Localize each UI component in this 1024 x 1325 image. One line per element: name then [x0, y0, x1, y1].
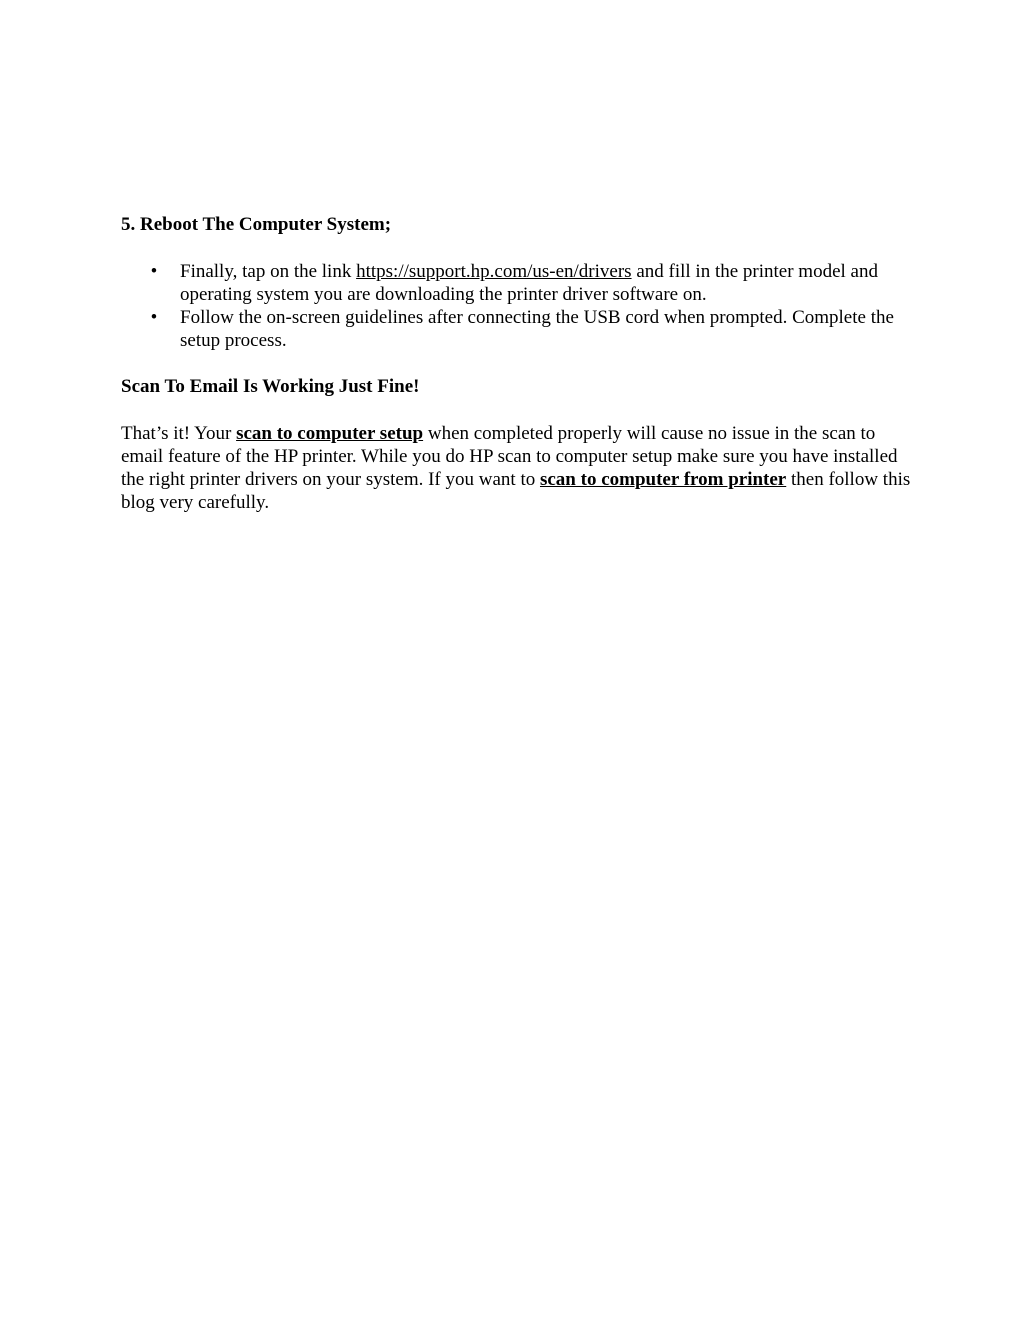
- bullet-text-before: Finally, tap on the link: [180, 261, 357, 282]
- scan-to-computer-from-printer-link[interactable]: scan to computer from printer: [539, 469, 787, 490]
- bullet-list: [121, 260, 911, 352]
- section-heading: Scan To Email Is Working Just Fine!: [121, 376, 420, 397]
- list-item: [121, 306, 911, 352]
- paragraph-text: then follow this blog very carefully.: [121, 469, 911, 513]
- drivers-link[interactable]: https://support.hp.com/us-en/drivers: [356, 261, 632, 282]
- paragraph-text: That’s it! Your: [121, 423, 237, 444]
- bullet-icon: •: [150, 307, 158, 328]
- paragraph-text: when completed properly will cause no issue in the scan to email feature of the HP printer. While you do HP scan to computer setup make sure you have installed the right printer drivers on your system. If you want to: [121, 423, 898, 490]
- scan-to-computer-setup-link[interactable]: scan to computer setup: [236, 423, 424, 444]
- list-item: [121, 260, 911, 306]
- bullet-icon: •: [150, 261, 158, 282]
- bullet-text-after: and fill in the printer model and operating system you are downloading the printer driver software on.: [180, 261, 878, 305]
- step-heading: 5. Reboot The Computer System;: [121, 214, 392, 235]
- document-page: [121, 213, 911, 514]
- bullet-text: Follow the on-screen guidelines after connecting the USB cord when prompted. Complete the setup process.: [180, 307, 894, 351]
- body-paragraph: [121, 422, 911, 514]
